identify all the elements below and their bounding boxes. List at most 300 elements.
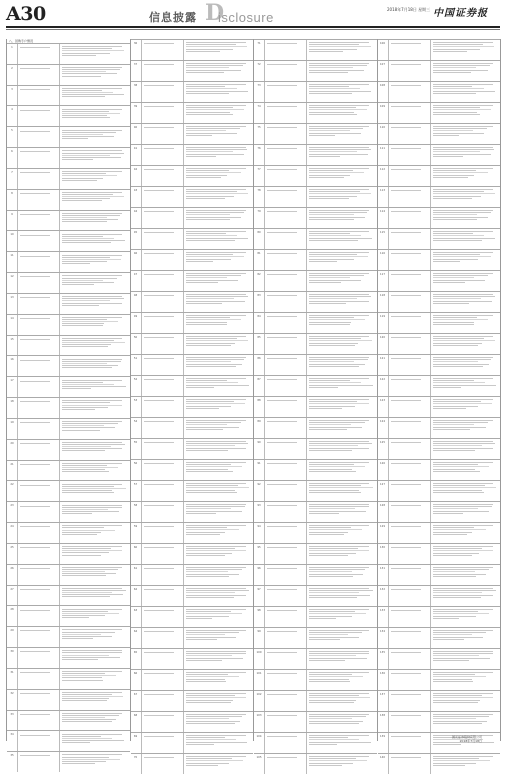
table-row [254,81,377,102]
row-text-block [431,355,501,375]
table-row [131,396,254,417]
table-row [378,39,501,60]
row-name-block [18,127,60,147]
table-row [131,501,254,522]
row-name-block [142,481,184,501]
table-row [131,417,254,438]
row-text-block [184,187,254,207]
row-text-block [60,690,130,710]
row-name-block [389,187,431,207]
row-number: 87 [254,376,265,396]
row-number: 134 [378,628,389,648]
row-text-block [60,356,130,376]
table-row [378,459,501,480]
row-text-block [60,294,130,314]
row-text-block [184,586,254,606]
table-row [7,335,130,356]
row-name-block [18,690,60,710]
row-text-block [60,86,130,106]
footer [452,735,482,743]
row-number: 69 [131,733,142,753]
row-number: 93 [254,502,265,522]
row-text-block [60,190,130,210]
row-text-block [307,649,377,669]
row-number: 24 [7,523,18,543]
table-row [378,186,501,207]
row-text-block [431,481,501,501]
row-text-block [184,250,254,270]
row-number: 80 [254,229,265,249]
table-row [378,417,501,438]
table-row [378,375,501,396]
row-name-block [389,313,431,333]
row-text-block [431,649,501,669]
table-row [131,480,254,501]
row-text-block [60,252,130,272]
row-text-block [184,691,254,711]
table-row [378,711,501,732]
table-row [378,669,501,690]
table-row [131,333,254,354]
row-number: 5 [7,127,18,147]
row-name-block [389,649,431,669]
row-name-block [265,565,307,585]
row-name-block [18,336,60,356]
row-text-block [60,711,130,731]
section-initial: D [205,0,225,26]
row-text-block [431,586,501,606]
masthead-logo: 中国证券报 [433,8,488,19]
row-number: 107 [378,61,389,81]
row-number: 55 [131,439,142,459]
table-row [7,710,130,731]
table-row [378,627,501,648]
row-number: 42 [131,166,142,186]
row-text-block [60,315,130,335]
row-text-block [184,166,254,186]
row-number: 123 [378,397,389,417]
row-name-block [18,44,60,64]
table-row [7,751,130,772]
table-row [7,272,130,293]
table-row [7,85,130,106]
table-row [378,144,501,165]
row-number: 90 [254,439,265,459]
row-number: 59 [131,523,142,543]
row-name-block [18,211,60,231]
table-row [378,480,501,501]
row-text-block [307,712,377,732]
row-name-block [142,523,184,543]
row-text-block [431,712,501,732]
row-number: 18 [7,398,18,418]
row-text-block [307,481,377,501]
row-text-block [307,229,377,249]
row-number: 110 [378,124,389,144]
table-row [378,501,501,522]
row-number: 61 [131,565,142,585]
row-name-block [18,252,60,272]
section-title-en: isclosure [218,10,274,25]
row-name-block [142,313,184,333]
row-text-block [60,106,130,126]
table-row [254,606,377,627]
row-text-block [184,670,254,690]
row-number: 72 [254,61,265,81]
row-text-block [307,670,377,690]
table-row [131,186,254,207]
row-number: 103 [254,712,265,732]
row-number: 129 [378,523,389,543]
row-name-block [265,670,307,690]
row-number: 28 [7,606,18,626]
row-number: 75 [254,124,265,144]
table-row [378,522,501,543]
row-text-block [307,271,377,291]
row-text-block [60,211,130,231]
row-number: 34 [7,731,18,751]
table-row [7,564,130,585]
table-row [7,480,130,501]
table-row [131,711,254,732]
table-row [378,396,501,417]
row-number: 133 [378,607,389,627]
row-name-block [265,208,307,228]
row-text-block [60,398,130,418]
table-row [254,249,377,270]
row-name-block [18,377,60,397]
row-name-block [18,315,60,335]
row-name-block [265,355,307,375]
row-name-block [265,460,307,480]
row-name-block [389,544,431,564]
row-name-block [265,586,307,606]
row-text-block [307,208,377,228]
row-number: 66 [131,670,142,690]
row-text-block [60,523,130,543]
table-column [6,39,131,758]
row-name-block [18,502,60,522]
row-number: 39 [131,103,142,123]
row-text-block [431,460,501,480]
row-number: 96 [254,565,265,585]
row-number: 37 [131,61,142,81]
row-number: 88 [254,397,265,417]
table-row [7,668,130,689]
row-text-block [60,461,130,481]
row-number: 53 [131,397,142,417]
row-number: 91 [254,460,265,480]
row-number: 115 [378,229,389,249]
row-number: 98 [254,607,265,627]
table-row [131,627,254,648]
table-row [131,123,254,144]
row-text-block [307,418,377,438]
table-row [378,438,501,459]
row-number: 113 [378,187,389,207]
row-number: 92 [254,481,265,501]
row-text-block [60,273,130,293]
row-name-block [389,103,431,123]
row-name-block [142,145,184,165]
row-text-block [184,502,254,522]
row-name-block [18,711,60,731]
table-row [378,123,501,144]
row-text-block [307,103,377,123]
table-row [254,522,377,543]
row-text-block [184,523,254,543]
row-number: 138 [378,712,389,732]
row-number: 119 [378,313,389,333]
row-name-block [142,691,184,711]
row-number: 124 [378,418,389,438]
row-number: 6 [7,148,18,168]
table-row [7,189,130,210]
row-number: 44 [131,208,142,228]
table-row [378,291,501,312]
table-row [7,168,130,189]
row-text-block [431,250,501,270]
row-text-block [307,502,377,522]
row-name-block [265,292,307,312]
table-row [131,270,254,291]
row-text-block [307,250,377,270]
table-row [131,585,254,606]
row-text-block [184,649,254,669]
row-number: 31 [7,669,18,689]
row-text-block [60,336,130,356]
table-row [7,418,130,439]
table-row [254,270,377,291]
row-text-block [60,231,130,251]
row-number: 20 [7,440,18,460]
row-number: 73 [254,82,265,102]
row-name-block [265,82,307,102]
row-name-block [142,40,184,60]
row-name-block [142,649,184,669]
table-row [254,102,377,123]
row-number: 125 [378,439,389,459]
row-name-block [18,398,60,418]
row-text-block [307,607,377,627]
row-name-block [265,607,307,627]
footer-company: 国元证券股份有限公司 [452,735,483,739]
table-row [7,64,130,85]
row-text-block [60,502,130,522]
row-text-block [431,103,501,123]
row-text-block [431,502,501,522]
table-row [131,60,254,81]
row-number: 81 [254,250,265,270]
row-number: 97 [254,586,265,606]
row-text-block [60,377,130,397]
row-number: 52 [131,376,142,396]
row-name-block [389,61,431,81]
row-number: 47 [131,271,142,291]
row-number: 54 [131,418,142,438]
table-row [131,459,254,480]
row-number: 114 [378,208,389,228]
table-row [7,210,130,231]
row-number: 8 [7,190,18,210]
row-name-block [142,376,184,396]
row-number: 70 [131,754,142,774]
table-row [254,60,377,81]
table-row [7,460,130,481]
row-name-block [142,712,184,732]
row-name-block [389,124,431,144]
row-text-block [184,460,254,480]
row-text-block [307,733,377,753]
row-number: 45 [131,229,142,249]
row-name-block [18,106,60,126]
header-rule [6,26,500,28]
row-number: 85 [254,334,265,354]
row-name-block [389,523,431,543]
row-text-block [60,648,130,668]
row-text-block [184,292,254,312]
row-name-block [389,754,431,774]
row-number: 132 [378,586,389,606]
row-name-block [142,250,184,270]
row-number: 48 [131,292,142,312]
row-name-block [18,523,60,543]
table-row [254,39,377,60]
row-name-block [142,187,184,207]
table-row [378,543,501,564]
row-number: 89 [254,418,265,438]
row-number: 71 [254,40,265,60]
table-row [7,43,130,64]
row-name-block [18,356,60,376]
row-number: 62 [131,586,142,606]
row-number: 136 [378,670,389,690]
row-number: 35 [7,752,18,772]
table-column [377,39,502,759]
table-row [378,648,501,669]
row-name-block [389,82,431,102]
row-number: 100 [254,649,265,669]
table-row [131,312,254,333]
row-number: 108 [378,82,389,102]
row-name-block [265,691,307,711]
row-text-block [431,187,501,207]
row-text-block [184,40,254,60]
row-number: 63 [131,607,142,627]
row-text-block [431,40,501,60]
table-row [378,249,501,270]
table-row [7,376,130,397]
row-name-block [265,187,307,207]
row-number: 40 [131,124,142,144]
table-row [131,753,254,774]
table-row [254,186,377,207]
table-row [7,585,130,606]
table-row [7,355,130,376]
row-name-block [265,481,307,501]
row-name-block [265,733,307,753]
row-number: 137 [378,691,389,711]
row-text-block [307,61,377,81]
row-text-block [184,544,254,564]
row-name-block [265,334,307,354]
row-name-block [142,208,184,228]
row-name-block [142,607,184,627]
table-column [253,39,378,759]
row-name-block [142,271,184,291]
row-name-block [389,712,431,732]
row-number: 32 [7,690,18,710]
row-number: 11 [7,252,18,272]
table-row [254,375,377,396]
row-text-block [60,481,130,501]
section-title-cn: 信息披露 [149,11,197,24]
row-number: 105 [254,754,265,774]
table-row [378,690,501,711]
row-number: 76 [254,145,265,165]
table-row [131,543,254,564]
row-text-block [184,229,254,249]
table-row [378,165,501,186]
row-text-block [431,229,501,249]
row-text-block [184,103,254,123]
row-number: 22 [7,481,18,501]
row-name-block [142,229,184,249]
row-name-block [265,712,307,732]
table-row [254,144,377,165]
table-row [254,543,377,564]
table-row [254,165,377,186]
page-number: A30 [6,3,46,25]
row-number: 15 [7,336,18,356]
row-name-block [389,250,431,270]
table-row [131,354,254,375]
footer-date: 2018年7月18日 [459,739,483,743]
row-text-block [307,565,377,585]
table-row [378,312,501,333]
row-text-block [184,124,254,144]
table-row [254,711,377,732]
row-text-block [184,607,254,627]
row-number: 58 [131,502,142,522]
row-name-block [389,565,431,585]
table-row [131,375,254,396]
row-number: 139 [378,733,389,753]
table-row [254,312,377,333]
row-number: 21 [7,461,18,481]
row-name-block [142,733,184,753]
table-row [378,333,501,354]
table-column [130,39,255,759]
row-text-block [60,419,130,439]
row-number: 117 [378,271,389,291]
table-row [254,501,377,522]
row-text-block [184,628,254,648]
table-row [378,753,501,774]
row-name-block [389,40,431,60]
table-row [378,102,501,123]
row-number: 16 [7,356,18,376]
row-text-block [184,334,254,354]
row-name-block [18,461,60,481]
row-text-block [184,61,254,81]
row-number: 30 [7,648,18,668]
row-name-block [18,169,60,189]
row-name-block [389,397,431,417]
row-name-block [18,481,60,501]
row-text-block [307,166,377,186]
row-name-block [18,669,60,689]
